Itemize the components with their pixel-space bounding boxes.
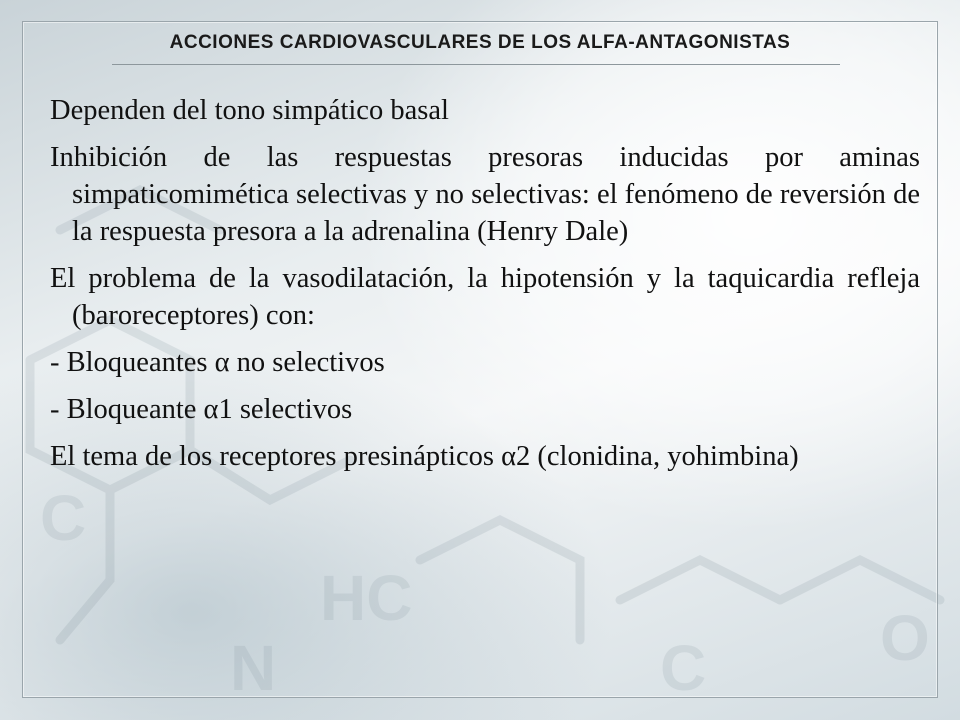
- bullet-paragraph: El problema de la vasodilatación, la hipotensión y la taquicardia refleja (baroreceptores) con:: [50, 263, 920, 331]
- dash-item: - Bloqueante α1 selectivos: [50, 394, 353, 425]
- slide-body: [50, 92, 920, 485]
- bullet-paragraph: El tema de los receptores presinápticos α2 (clonidina, yohimbina): [50, 441, 799, 472]
- title-underline: [112, 64, 840, 65]
- slide-title: ACCIONES CARDIOVASCULARES DE LOS ALFA-ANTAGONISTAS: [169, 32, 791, 53]
- molecule-label: O: [880, 602, 930, 674]
- dash-item: - Bloqueantes α no selectivos: [50, 347, 385, 378]
- molecule-label: HC: [320, 562, 413, 634]
- bullet-paragraph: Dependen del tono simpático basal: [50, 95, 449, 126]
- molecule-label: N: [230, 632, 277, 704]
- molecule-label: C: [660, 632, 707, 704]
- molecule-label: C: [40, 482, 87, 554]
- bullet-paragraph: Inhibición de las respuestas presoras inducidas por aminas simpaticomimética selectivas y no selectivas: el fenómeno de reversión de la respuesta presora a la adrenalina (Henry Dale): [50, 142, 920, 247]
